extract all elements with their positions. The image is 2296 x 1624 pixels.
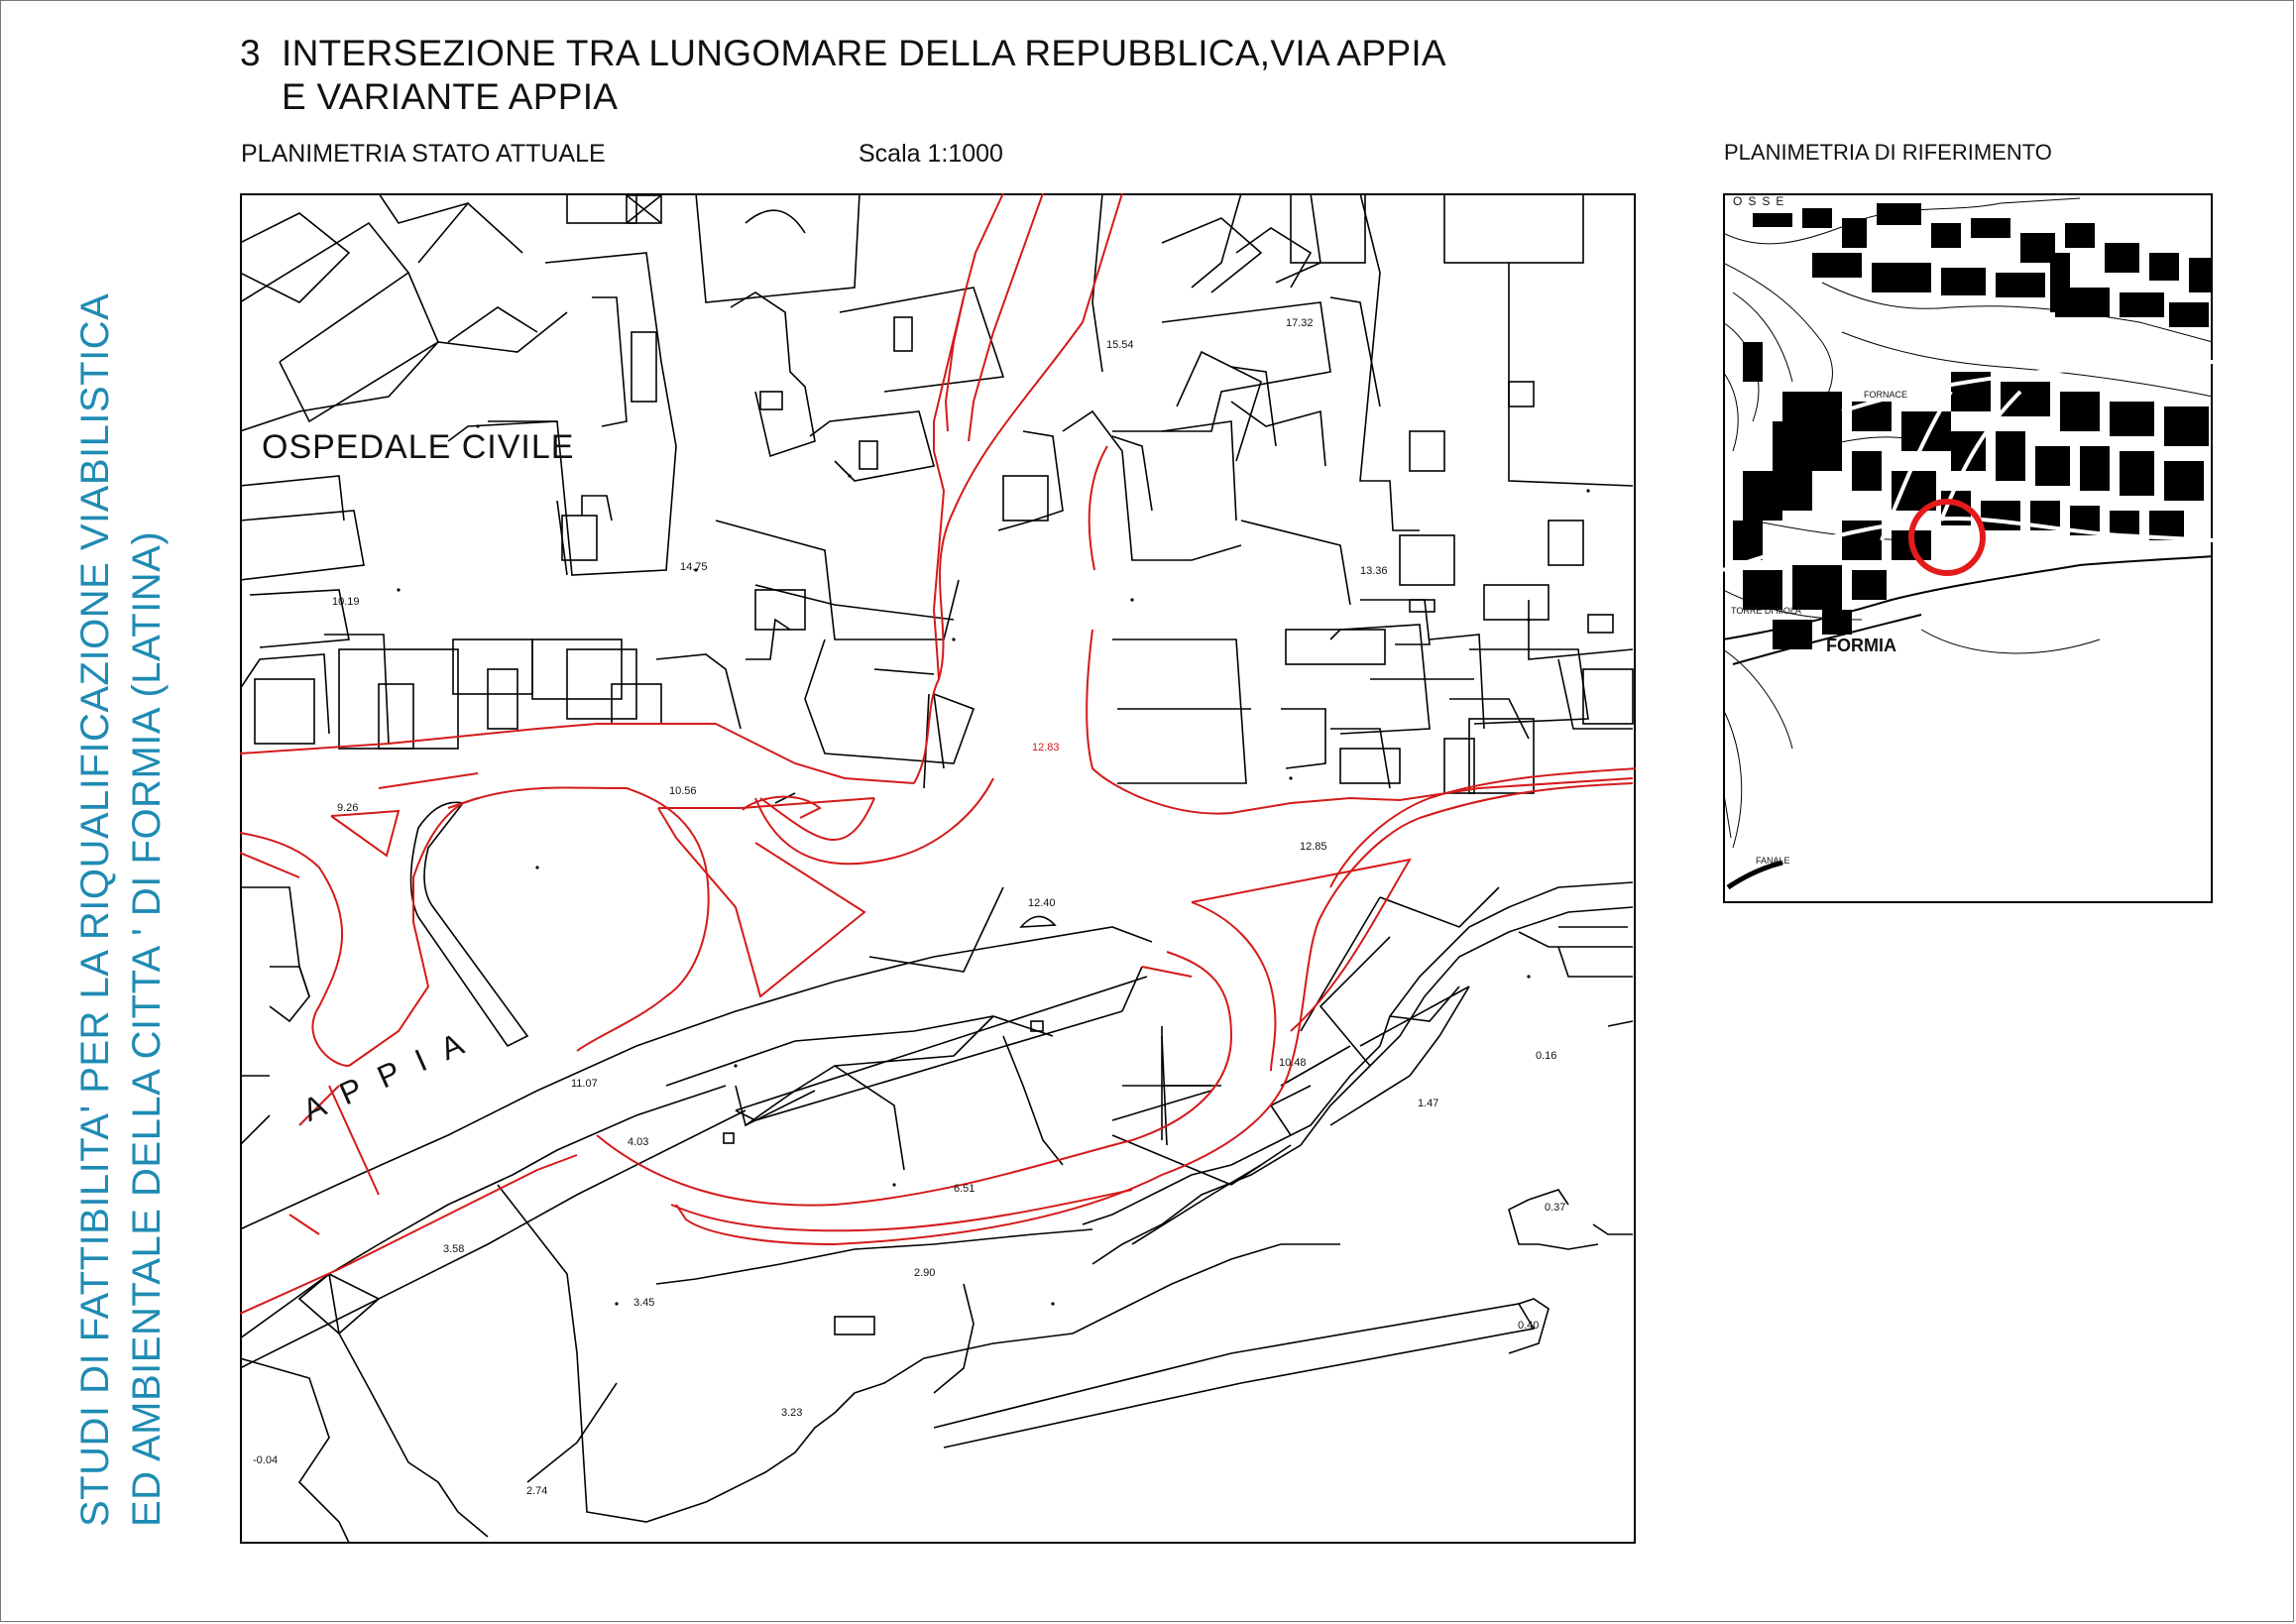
spot-height: 13.36 bbox=[1360, 565, 1388, 577]
spot-height: 4.03 bbox=[628, 1136, 649, 1148]
spot-height: 11.07 bbox=[571, 1078, 598, 1090]
spot-height: 12.40 bbox=[1028, 897, 1056, 909]
spot-height: 9.26 bbox=[337, 802, 359, 814]
spot-height: 6.51 bbox=[954, 1183, 976, 1195]
ref-place-fornace: FORNACE bbox=[1864, 390, 1908, 400]
scale-label: Scala 1:1000 bbox=[859, 140, 1003, 168]
ref-place-osse: OSSE bbox=[1733, 194, 1790, 208]
spot-height: 2.90 bbox=[914, 1267, 936, 1279]
project-title-vertical bbox=[69, 218, 172, 1527]
sheet-title bbox=[240, 32, 1446, 119]
sheet-title-line2: E VARIANTE APPIA bbox=[282, 76, 619, 117]
spot-height: 10.48 bbox=[1279, 1057, 1307, 1069]
reference-map[interactable] bbox=[1723, 193, 2213, 903]
ref-place-fanale: FANALE bbox=[1756, 856, 1790, 866]
hospital-label: OSPEDALE CIVILE bbox=[262, 428, 575, 466]
spot-height: 10.19 bbox=[332, 596, 360, 608]
spot-height: 0.16 bbox=[1536, 1050, 1557, 1062]
main-map[interactable] bbox=[240, 193, 1636, 1544]
road-label-appia: A P P I A bbox=[297, 1023, 475, 1128]
spot-height: 10.56 bbox=[669, 785, 697, 797]
main-map-label: PLANIMETRIA STATO ATTUALE bbox=[241, 140, 606, 168]
ref-map-label: PLANIMETRIA DI RIFERIMENTO bbox=[1724, 140, 2052, 165]
spot-height: 3.45 bbox=[633, 1297, 655, 1309]
spot-height: 0.40 bbox=[1518, 1320, 1540, 1332]
spot-height: 14.75 bbox=[680, 561, 708, 573]
ref-place-formia: FORMIA bbox=[1826, 636, 1896, 655]
spot-height: 2.74 bbox=[526, 1485, 548, 1497]
spot-height: 17.32 bbox=[1286, 317, 1314, 329]
spot-height: 3.23 bbox=[781, 1407, 803, 1419]
spot-height: 3.58 bbox=[443, 1243, 465, 1255]
spot-height: 0.37 bbox=[1545, 1202, 1566, 1214]
ref-place-torre: TORRE DI MOLA bbox=[1731, 606, 1801, 616]
spot-height: 15.54 bbox=[1106, 339, 1134, 351]
sheet-title-line1: INTERSEZIONE TRA LUNGOMARE DELLA REPUBBLICA,VIA APPIA bbox=[282, 33, 1446, 73]
sheet-number: 3 bbox=[240, 33, 261, 73]
spot-height: -0.04 bbox=[253, 1454, 279, 1466]
project-title-line1: STUDI DI FATTIBILITA' PER LA RIQUALIFICAZIONE VIABILISTICA bbox=[73, 292, 117, 1527]
project-title-line2: ED AMBIENTALE DELLA CITTA ' DI FORMIA (LATINA) bbox=[125, 530, 169, 1527]
spot-height: 12.83 bbox=[1032, 742, 1060, 754]
spot-height: 12.85 bbox=[1300, 841, 1327, 853]
spot-height: 1.47 bbox=[1418, 1098, 1439, 1109]
